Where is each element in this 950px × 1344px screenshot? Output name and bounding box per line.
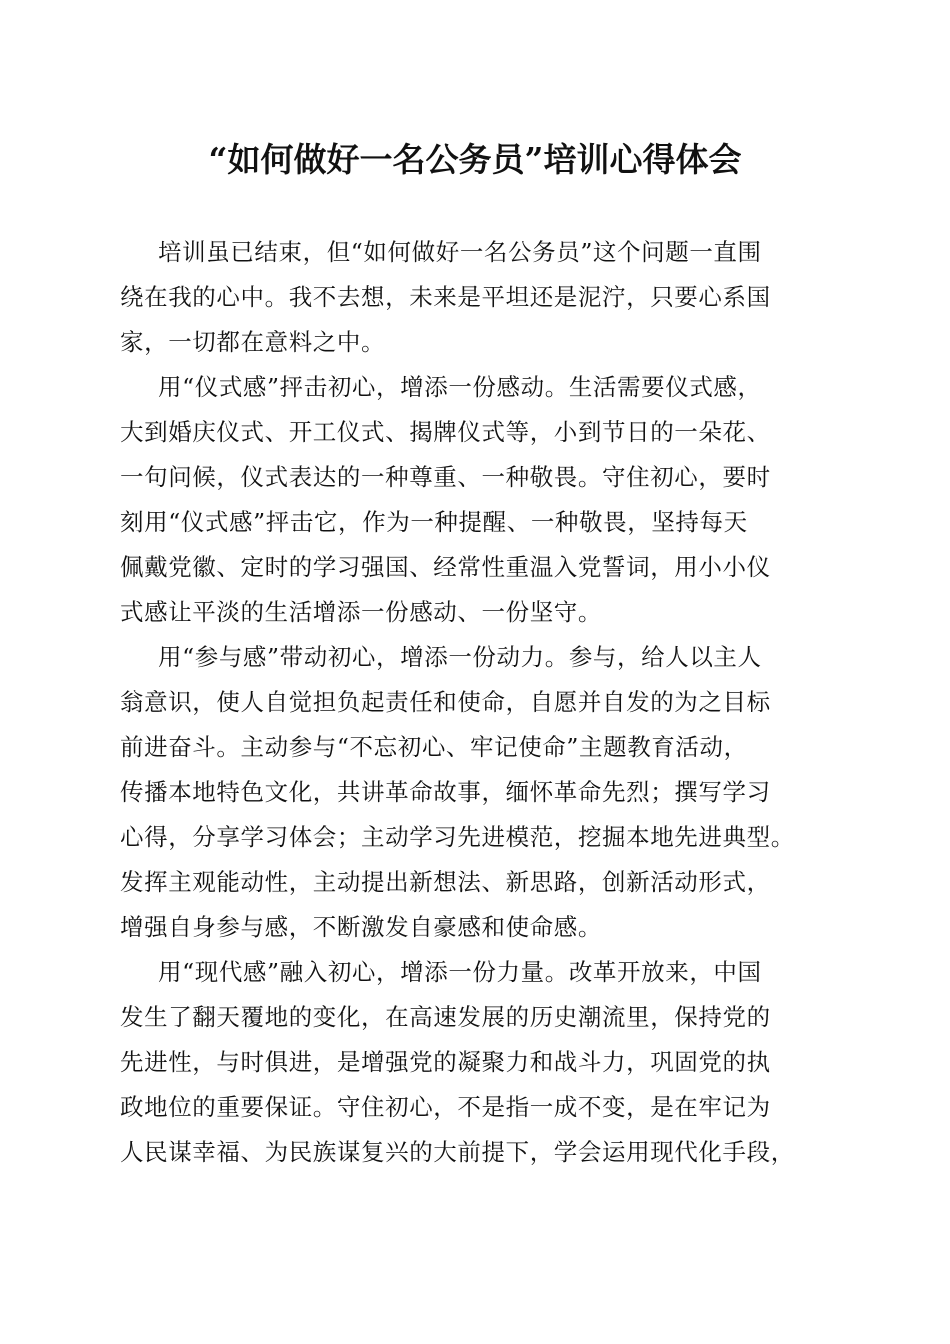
paragraph-line: 绕在我的心中。我不去想，未来是平坦还是泥泞，只要心系国 [120, 283, 771, 311]
paragraph-line: 增强自身参与感，不断激发自豪感和使命感。 [120, 913, 602, 941]
paragraph-line: 用“仪式感”抨击初心，增添一份感动。生活需要仪式感， [158, 373, 762, 401]
document-body [120, 230, 830, 1175]
paragraph-line: 心得，分享学习体会；主动学习先进模范，挖掘本地先进典型。 [120, 823, 795, 851]
paragraph-line: 式感让平淡的生活增添一份感动、一份坚守。 [120, 598, 602, 626]
paragraph-line: 先进性，与时俱进，是增强党的凝聚力和战斗力，巩固党的执 [120, 1048, 771, 1076]
paragraph-line: 传播本地特色文化，共讲革命故事，缅怀革命先烈；撰写学习 [120, 778, 771, 806]
paragraph-line: 用“现代感”融入初心，增添一份力量。改革开放来，中国 [158, 958, 762, 986]
paragraph-line: 发挥主观能动性，主动提出新想法、新思路，创新活动形式， [120, 868, 771, 896]
paragraph-line: 发生了翻天覆地的变化，在高速发展的历史潮流里，保持党的 [120, 1003, 771, 1031]
paragraph-1 [120, 230, 830, 365]
paragraph-2 [120, 365, 830, 635]
paragraph-line: 刻用“仪式感”抨击它，作为一种提醒、一种敬畏，坚持每天 [120, 508, 748, 536]
paragraph-line: 政地位的重要保证。守住初心，不是指一成不变，是在牢记为 [120, 1093, 771, 1121]
paragraph-line: 用“参与感”带动初心，增添一份动力。参与，给人以主人 [158, 643, 762, 671]
paragraph-line: 大到婚庆仪式、开工仪式、揭牌仪式等，小到节日的一朵花、 [120, 418, 771, 446]
document-title: “如何做好一名公务员”培训心得体会 [208, 140, 742, 179]
paragraph-line: 家，一切都在意料之中。 [120, 328, 386, 356]
paragraph-line: 前进奋斗。主动参与“不忘初心、牢记使命”主题教育活动， [120, 733, 748, 761]
paragraph-3 [120, 635, 830, 950]
paragraph-line: 佩戴党徽、定时的学习强国、经常性重温入党誓词，用小小仪 [120, 553, 771, 581]
paragraph-4 [120, 950, 830, 1175]
paragraph-line: 翁意识，使人自觉担负起责任和使命，自愿并自发的为之目标 [120, 688, 771, 716]
paragraph-line: 一句问候，仪式表达的一种尊重、一种敬畏。守住初心，要时 [120, 463, 771, 491]
paragraph-line: 培训虽已结束，但“如何做好一名公务员”这个问题一直围 [158, 238, 762, 266]
paragraph-line: 人民谋幸福、为民族谋复兴的大前提下，学会运用现代化手段， [120, 1138, 795, 1166]
